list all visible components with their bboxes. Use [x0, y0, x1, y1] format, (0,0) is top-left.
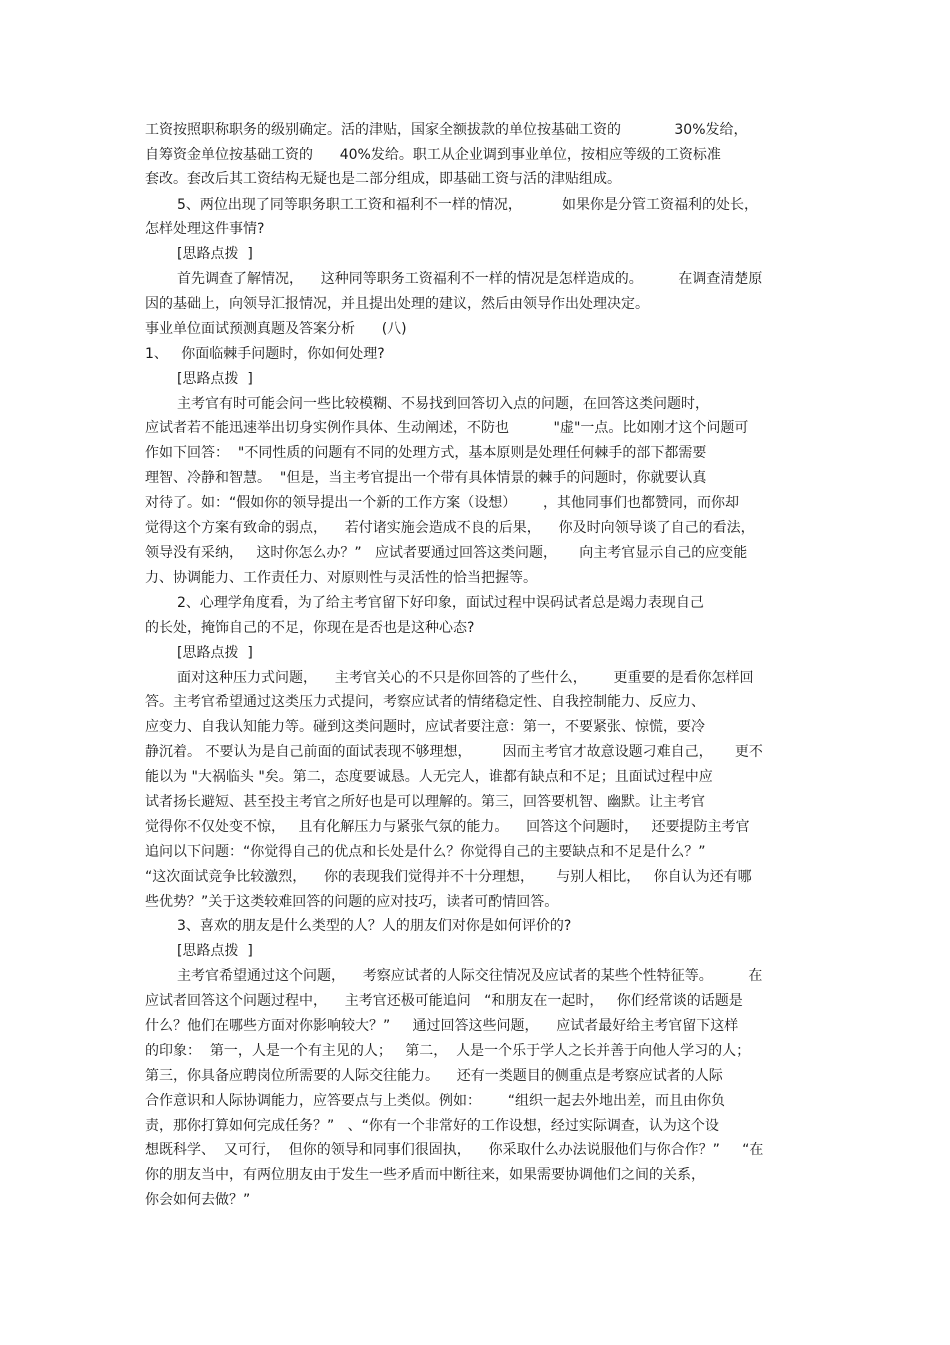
text-line: 对待了。如：“假如你的领导提出一个新的工作方案（设想） ，其他同事们也都赞同，而你却 [145, 495, 739, 511]
text-line: 觉得你不仅处变不惊， 且有化解压力与紧张气氛的能力。 回答这个问题时， 还要提防主考官 [145, 819, 750, 835]
text-line: 主考官希望通过这个问题， 考察应试者的人际交往情况及应试者的某些个性特征等。 在 [177, 968, 763, 984]
text-line: 应试者若不能迅速举出切身实例作具体、生动阐述，不防也 "虚"一点。比如刚才这个问题可 [145, 420, 749, 436]
question-heading: 1、 你面临棘手问题时，你如何处理? [145, 346, 385, 362]
text-line: [思路点拨 ] [177, 246, 253, 262]
text-line: 怎样处理这件事情? [145, 221, 265, 237]
text-line: 的长处，掩饰自己的不足，你现在是否也是这种心态? [145, 620, 475, 636]
section-heading: 事业单位面试预测真题及答案分析 (八) [145, 321, 407, 337]
text-line: 应试者回答这个问题过程中， 主考官还极可能追问 “和朋友在一起时， 你们经常谈的话题是 [145, 993, 743, 1009]
text-line: 主考官有时可能会问一些比较模糊、不易找到回答切入点的问题，在回答这类问题时， [177, 396, 709, 412]
text-line: 领导没有采纳， 这时你怎么办？” 应试者要通过回答这类问题， 向主考官显示自己的应变能 [145, 545, 748, 561]
text-line: 合作意识和人际协调能力，应答要点与上类似。例如： “组织一起去外地出差，而且由你负 [145, 1093, 725, 1109]
text-line: 应变力、自我认知能力等。碰到这类问题时，应试者要注意：第一，不要紧张、惊慌，要冷 [145, 719, 705, 735]
text-line: 的印象： 第一，人是一个有主见的人； 第二， 人是一个乐于学人之长并善于向他人学习的人； [145, 1043, 751, 1059]
text-line: [思路点拨 ] [177, 943, 253, 959]
text-line: 你的朋友当中，有两位朋友由于发生一些矛盾而中断往来，如果需要协调他们之间的关系， [145, 1167, 705, 1183]
text-line: 能以为 "大祸临头 "矣。第二，态度要诚恳。人无完人，谁都有缺点和不足；且面试过程中应 [145, 769, 713, 785]
text-line: 些优势？”关于这类较难回答的问题的应对技巧，读者可酌情回答。 [145, 894, 559, 910]
text-line: 试者扬长避短、甚至投主考官之所好也是可以理解的。第三，回答要机智、幽默。让主考官 [145, 794, 705, 810]
text-line: 第三，你具备应聘岗位所需要的人际交往能力。 还有一类题目的侧重点是考察应试者的人际 [145, 1068, 723, 1084]
text-line: 想既科学、 又可行， 但你的领导和同事们很固执， 你采取什么办法说服他们与你合作？” “在 [145, 1142, 764, 1158]
text-line: “这次面试竞争比较激烈， 你的表现我们觉得并不十分理想， 与别人相比， 你自认为还有哪 [145, 869, 752, 885]
text-line: 自筹资金单位按基础工资的 40%发给。职工从企业调到事业单位，按相应等级的工资标准 [145, 147, 721, 163]
text-line: 作如下回答： "不同性质的问题有不同的处理方式，基本原则是处理任何棘手的部下都需要 [145, 445, 707, 461]
text-line: [思路点拨 ] [177, 371, 253, 387]
text-line: 静沉着。 不要认为是自己前面的面试表现不够理想， 因而主考官才故意设题刁难自己， 更不 [145, 744, 763, 760]
text-line: 工资按照职称职务的级别确定。活的津贴，国家全额拔款的单位按基础工资的 30%发给， [145, 122, 748, 138]
text-line: 答。主考官希望通过这类压力式提问，考察应试者的情绪稳定性、自我控制能力、反应力、 [145, 694, 705, 710]
text-line: 面对这种压力式问题， 主考官关心的不只是你回答的了些什么， 更重要的是看你怎样回 [177, 670, 754, 686]
text-line: 理智、冷静和智慧。 "但是，当主考官提出一个带有具体情景的棘手的问题时，你就要认真 [145, 470, 707, 486]
text-line: [思路点拨 ] [177, 645, 253, 661]
question-heading: 2、心理学角度看，为了给主考官留下好印象，面试过程中误码试者总是竭力表现自己 [177, 595, 704, 611]
question-heading: 3、喜欢的朋友是什么类型的人？人的朋友们对你是如何评价的? [177, 918, 572, 934]
text-line: 什么？他们在哪些方面对你影响较大？” 通过回答这些问题， 应试者最好给主考官留下这样 [145, 1018, 739, 1034]
text-line: 责，那你打算如何完成任务？” 、“你有一个非常好的工作设想，经过实际调查，认为这个设 [145, 1118, 719, 1134]
text-line: 追问以下问题：“你觉得自己的优点和长处是什么？你觉得自己的主要缺点和不足是什么？” [145, 844, 706, 860]
text-line: 因的基础上，向领导汇报情况，并且提出处理的建议，然后由领导作出处理决定。 [145, 296, 649, 312]
text-line: 力、协调能力、工作责任力、对原则性与灵活性的恰当把握等。 [145, 570, 537, 586]
text-line: 首先调查了解情况， 这种同等职务工资福利不一样的情况是怎样造成的。 在调查清楚原 [177, 271, 763, 287]
text-line: 觉得这个方案有致命的弱点， 若付诸实施会造成不良的后果， 你及时向领导谈了自己的看法， [145, 520, 755, 536]
text-line: 5、两位出现了同等职务职工工资和福利不一样的情况， 如果你是分管工资福利的处长， [177, 197, 758, 213]
text-line: 套改。套改后其工资结构无疑也是二部分组成，即基础工资与活的津贴组成。 [145, 171, 621, 187]
text-line: 你会如何去做？” [145, 1192, 251, 1208]
